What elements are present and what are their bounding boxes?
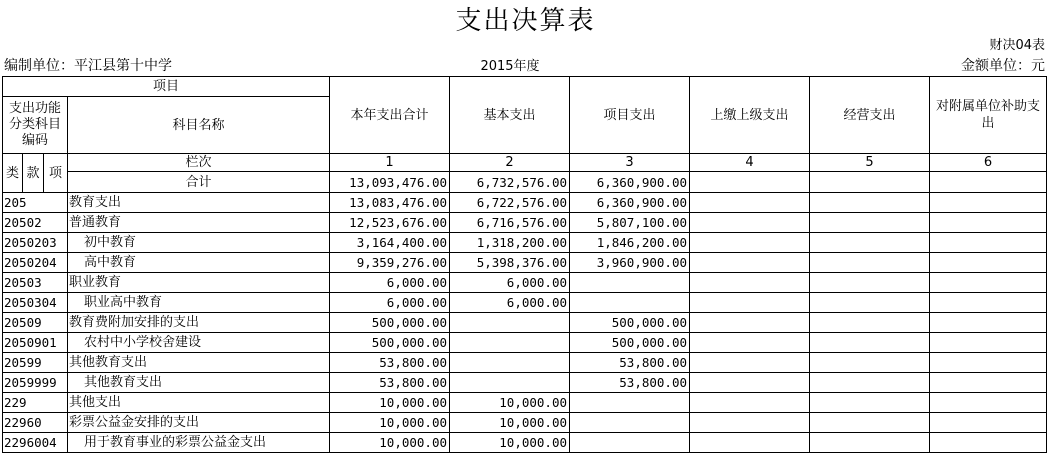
total-label: 合计: [68, 172, 330, 193]
col-number: 3: [570, 154, 690, 172]
lei-header: 类: [3, 154, 23, 193]
subject-name: 农村中小学校舍建设: [68, 333, 330, 353]
subject-code: 20502: [3, 213, 68, 233]
table-row: [3, 293, 1047, 313]
amount-cell: 6,360,900.00: [570, 193, 690, 213]
amount-cell: [930, 233, 1047, 253]
amount-cell: [690, 233, 810, 253]
table-row: [3, 333, 1047, 353]
total-value: [690, 172, 810, 193]
col-number: 5: [810, 154, 930, 172]
project-header: 项目: [3, 77, 330, 97]
amount-cell: 53,800.00: [330, 353, 450, 373]
total-value: 6,732,576.00: [450, 172, 570, 193]
amount-cell: 9,359,276.00: [330, 253, 450, 273]
amount-cell: 53,800.00: [570, 353, 690, 373]
subject-name: 初中教育: [68, 233, 330, 253]
table-row: [3, 313, 1047, 333]
subject-code: 2296004: [3, 433, 68, 453]
total-value: [930, 172, 1047, 193]
amount-cell: [810, 333, 930, 353]
amount-cell: [930, 213, 1047, 233]
table-row: [3, 393, 1047, 413]
amount-cell: [690, 213, 810, 233]
col-header-4: 上缴上级支出: [690, 77, 810, 154]
amount-cell: [810, 433, 930, 453]
amount-cell: 10,000.00: [330, 413, 450, 433]
amount-cell: 10,000.00: [450, 433, 570, 453]
amount-cell: [810, 213, 930, 233]
total-row: [3, 172, 1047, 193]
subject-code: 20599: [3, 353, 68, 373]
subject-name: 其他教育支出: [68, 373, 330, 393]
table-row: [3, 193, 1047, 213]
col-header-6: 对附属单位补助支出: [930, 77, 1047, 154]
amount-cell: 6,722,576.00: [450, 193, 570, 213]
amount-cell: 53,800.00: [570, 373, 690, 393]
amount-cell: 6,000.00: [330, 273, 450, 293]
amount-cell: 5,398,376.00: [450, 253, 570, 273]
total-value: 13,093,476.00: [330, 172, 450, 193]
amount-cell: [450, 353, 570, 373]
code-group-header: 支出功能分类科目编码: [3, 97, 68, 154]
amount-cell: [810, 313, 930, 333]
amount-cell: [810, 393, 930, 413]
amount-cell: [930, 193, 1047, 213]
table-row: [3, 373, 1047, 393]
amount-cell: [690, 373, 810, 393]
report-year: 2015年度: [480, 59, 540, 74]
money-unit: 金额单位：元: [961, 58, 1045, 74]
amount-cell: [450, 333, 570, 353]
subject-code: 2050203: [3, 233, 68, 253]
amount-cell: 6,000.00: [330, 293, 450, 313]
subject-code: 205: [3, 193, 68, 213]
amount-cell: [690, 353, 810, 373]
amount-cell: [930, 333, 1047, 353]
amount-cell: [690, 193, 810, 213]
amount-cell: [930, 373, 1047, 393]
amount-cell: 500,000.00: [330, 333, 450, 353]
amount-cell: [810, 253, 930, 273]
subject-name: 高中教育: [68, 253, 330, 273]
col-header-1: 本年支出合计: [330, 77, 450, 154]
amount-cell: [690, 393, 810, 413]
amount-cell: [690, 253, 810, 273]
subject-code: 20509: [3, 313, 68, 333]
amount-cell: [930, 433, 1047, 453]
amount-cell: [570, 273, 690, 293]
table-row: [3, 213, 1047, 233]
header-row-project: [3, 77, 1047, 97]
amount-cell: [690, 413, 810, 433]
amount-cell: 1,318,200.00: [450, 233, 570, 253]
total-value: 6,360,900.00: [570, 172, 690, 193]
amount-cell: 6,716,576.00: [450, 213, 570, 233]
kuan-header: 款: [23, 154, 44, 193]
amount-cell: [930, 413, 1047, 433]
table-row: [3, 253, 1047, 273]
col-header-3: 项目支出: [570, 77, 690, 154]
amount-cell: [570, 293, 690, 313]
amount-cell: [810, 373, 930, 393]
subject-code: 20503: [3, 273, 68, 293]
amount-cell: 13,083,476.00: [330, 193, 450, 213]
amount-cell: [810, 293, 930, 313]
amount-cell: [810, 413, 930, 433]
amount-cell: [450, 373, 570, 393]
amount-cell: [690, 293, 810, 313]
subject-code: 229: [3, 393, 68, 413]
form-number: 财决04表: [989, 38, 1045, 53]
amount-cell: 500,000.00: [570, 333, 690, 353]
report-title: 支出决算表: [455, 6, 596, 36]
amount-cell: [810, 273, 930, 293]
subject-name: 其他支出: [68, 393, 330, 413]
amount-cell: [810, 233, 930, 253]
amount-cell: [930, 253, 1047, 273]
amount-cell: 12,523,676.00: [330, 213, 450, 233]
amount-cell: 3,164,400.00: [330, 233, 450, 253]
amount-cell: [690, 433, 810, 453]
amount-cell: [570, 393, 690, 413]
subject-name: 教育支出: [68, 193, 330, 213]
lanci-label: 栏次: [68, 154, 330, 172]
amount-cell: [930, 313, 1047, 333]
col-header-2: 基本支出: [450, 77, 570, 154]
amount-cell: 5,807,100.00: [570, 213, 690, 233]
subject-name: 其他教育支出: [68, 353, 330, 373]
amount-cell: [570, 413, 690, 433]
subject-name: 职业高中教育: [68, 293, 330, 313]
amount-cell: 3,960,900.00: [570, 253, 690, 273]
amount-cell: 10,000.00: [450, 393, 570, 413]
subject-code: 2050901: [3, 333, 68, 353]
subject-code: 22960: [3, 413, 68, 433]
col-header-5: 经营支出: [810, 77, 930, 154]
amount-cell: 1,846,200.00: [570, 233, 690, 253]
subject-name: 职业教育: [68, 273, 330, 293]
col-number: 1: [330, 154, 450, 172]
table-row: [3, 413, 1047, 433]
amount-cell: [930, 273, 1047, 293]
col-number: 2: [450, 154, 570, 172]
table-row: [3, 233, 1047, 253]
header-row-lanci: [3, 154, 1047, 172]
amount-cell: 500,000.00: [330, 313, 450, 333]
amount-cell: 6,000.00: [450, 293, 570, 313]
amount-cell: [690, 333, 810, 353]
amount-cell: [810, 193, 930, 213]
col-number: 4: [690, 154, 810, 172]
amount-cell: 6,000.00: [450, 273, 570, 293]
amount-cell: 500,000.00: [570, 313, 690, 333]
amount-cell: [690, 273, 810, 293]
amount-cell: [930, 353, 1047, 373]
xiang-header: 项: [44, 154, 68, 193]
amount-cell: [450, 313, 570, 333]
amount-cell: 53,800.00: [330, 373, 450, 393]
amount-cell: [570, 433, 690, 453]
subject-code: 2059999: [3, 373, 68, 393]
amount-cell: [930, 293, 1047, 313]
subject-name: 教育费附加安排的支出: [68, 313, 330, 333]
subject-code: 2050304: [3, 293, 68, 313]
amount-cell: 10,000.00: [450, 413, 570, 433]
subject-name: 用于教育事业的彩票公益金支出: [68, 433, 330, 453]
subject-name-header: 科目名称: [68, 97, 330, 154]
table-row: [3, 273, 1047, 293]
amount-cell: [810, 353, 930, 373]
table-row: [3, 433, 1047, 453]
total-value: [810, 172, 930, 193]
col-number: 6: [930, 154, 1047, 172]
amount-cell: [930, 393, 1047, 413]
expenditure-table: [2, 76, 1047, 453]
table-row: [3, 353, 1047, 373]
subject-code: 2050204: [3, 253, 68, 273]
amount-cell: 10,000.00: [330, 393, 450, 413]
subject-name: 普通教育: [68, 213, 330, 233]
amount-cell: [690, 313, 810, 333]
compiling-unit: 编制单位：平江县第十中学: [4, 58, 172, 74]
subject-name: 彩票公益金安排的支出: [68, 413, 330, 433]
amount-cell: 10,000.00: [330, 433, 450, 453]
